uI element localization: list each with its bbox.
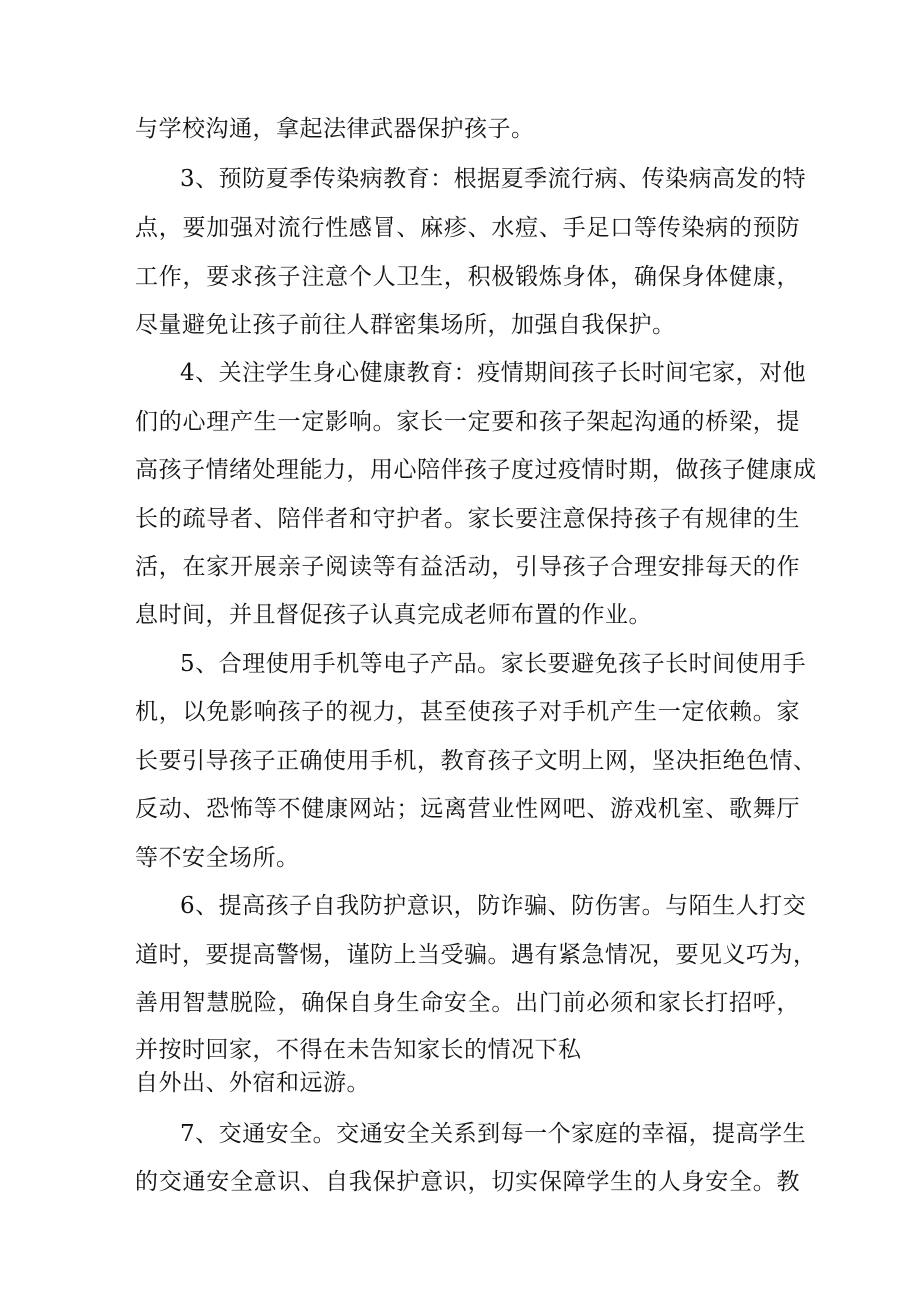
- text-line: 4、关注学生身心健康教育：疫情期间孩子长时间宅家，对他: [180, 360, 807, 386]
- text-line: 点，要加强对流行性感冒、麻疹、水痘、手足口等传染病的预防: [135, 215, 800, 241]
- text-line: 活，在家开展亲子阅读等有益活动，引导孩子合理安排每天的作: [135, 554, 800, 580]
- text-line: 息时间，并且督促孩子认真完成老师布置的作业。: [135, 602, 652, 628]
- text-line: 6、提高孩子自我防护意识，防诈骗、防伤害。与陌生人打交: [180, 893, 807, 919]
- text-line: 长要引导孩子正确使用手机，教育孩子文明上网，坚决拒绝色情、: [135, 748, 817, 774]
- text-line: 自外出、外宿和远游。: [135, 1070, 370, 1096]
- text-line: 3、预防夏季传染病教育：根据夏季流行病、传染病高发的特: [180, 166, 807, 192]
- text-line: 5、合理使用手机等电子产品。家长要避免孩子长时间使用手: [180, 651, 807, 677]
- text-line: 尽量避免让孩子前往人群密集场所，加强自我保护。: [135, 312, 676, 338]
- text-line: 工作，要求孩子注意个人卫生，积极锻炼身体，确保身体健康，: [135, 264, 800, 290]
- text-line: 长的疏导者、陪伴者和守护者。家长要注意保持孩子有规律的生: [135, 506, 800, 532]
- text-line: 善用智慧脱险，确保自身生命安全。出门前必须和家长打招呼，: [135, 990, 800, 1016]
- text-line: 们的心理产生一定影响。家长一定要和孩子架起沟通的桥梁，提: [135, 409, 800, 435]
- text-line: 道时，要提高警惕，谨防上当受骗。遇有紧急情况，要见义巧为，: [135, 942, 817, 968]
- text-line: 等不安全场所。: [135, 845, 300, 871]
- text-line: 的交通安全意识、自我保护意识，切实保障学生的人身安全。教: [135, 1169, 800, 1195]
- text-line: 并按时回家，不得在未告知家长的情况下私: [135, 1037, 582, 1063]
- text-line: 与学校沟通，拿起法律武器保护孩子。: [135, 116, 535, 142]
- text-line: 高孩子情绪处理能力，用心陪伴孩子度过疫情时期，做孩子健康成: [135, 457, 817, 483]
- text-line: 7、交通安全。交通安全关系到每一个家庭的幸福，提高学生: [180, 1121, 807, 1147]
- text-line: 反动、恐怖等不健康网站；远离营业性网吧、游戏机室、歌舞厅: [135, 796, 800, 822]
- text-line: 机，以免影响孩子的视力，甚至使孩子对手机产生一定依赖。家: [135, 699, 800, 725]
